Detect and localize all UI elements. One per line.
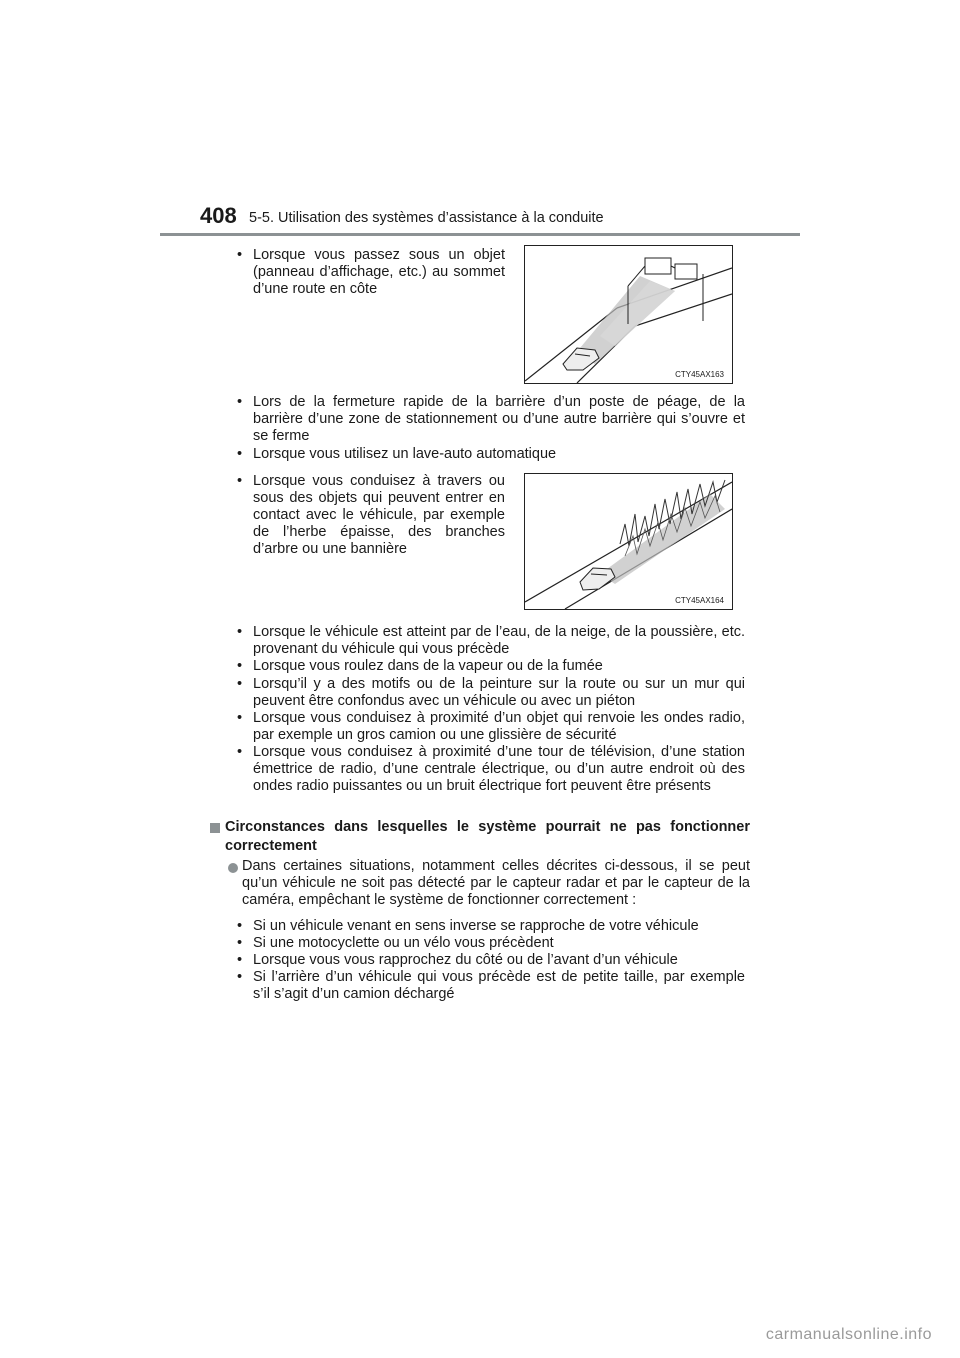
bullet-item: • Si l’arrière d’un véhicule qui vous précède est de petite taille, par exemple s’il s’agit d’un camion déchargé — [237, 969, 745, 1002]
header-rule — [160, 233, 800, 236]
bullet-item: • Si une motocyclette ou un vélo vous précèdent — [237, 935, 554, 951]
bullet-item: • Lorsque le véhicule est atteint par de l’eau, de la neige, de la poussière, etc. provenant du véhicule qui vous précède — [237, 624, 745, 657]
section-heading: Circonstances dans lesquelles le système pourrait ne pas fonctionner correctement — [225, 819, 750, 854]
bullet-item: • Lorsque vous conduisez à travers ou sous des objets qui peuvent entrer en contact avec le véhicule, par exemple de l’herbe épaisse, des branches d’arbre ou une bannière — [237, 473, 505, 557]
bullet-item: • Si un véhicule venant en sens inverse se rapproche de votre véhicule — [237, 918, 699, 934]
bullet-item: • Lorsque vous passez sous un objet (panneau d’affichage, etc.) au sommet d’une route en côte — [237, 247, 505, 297]
figure-overhead-sign — [524, 245, 733, 384]
paragraph-circle-icon — [228, 863, 238, 873]
figure-label: CTY45AX163 — [675, 370, 724, 379]
bullet-item: • Lorsque vous roulez dans de la vapeur ou de la fumée — [237, 658, 603, 674]
figure-label: CTY45AX164 — [675, 596, 724, 605]
page-number: 408 — [200, 203, 237, 228]
bullet-item: • Lorsque vous conduisez à proximité d’une tour de télévision, d’une station émettrice de radio, d’une centrale électrique, ou d’un autre endroit où des ondes radio puissantes ou un bruit électrique fort peuvent être présents — [237, 744, 745, 794]
bullet-item: • Lors de la fermeture rapide de la barrière d’un poste de péage, de la barrière d’une zone de stationnement ou d’une autre barrière qui s’ouvre et se ferme — [237, 394, 745, 444]
bullet-item: • Lorsque vous utilisez un lave-auto automatique — [237, 446, 557, 462]
bullet-item: • Lorsque vous vous rapprochez du côté ou de l’avant d’un véhicule — [237, 952, 678, 968]
section-title: 5-5. Utilisation des systèmes d’assistance à la conduite — [249, 210, 604, 226]
section-square-icon — [210, 823, 220, 833]
grass-illustration — [525, 474, 732, 609]
figure-grass-branches — [524, 473, 733, 610]
watermark: carmanualsonline.info — [765, 1326, 932, 1343]
bullet-item: • Lorsqu’il y a des motifs ou de la peinture sur la route ou sur un mur qui peuvent être confondus avec un véhicule ou avec un piéton — [237, 676, 745, 709]
bullet-item: • Lorsque vous conduisez à proximité d’un objet qui renvoie les ondes radio, par exemple un gros camion ou une glissière de sécurité — [237, 710, 745, 743]
intro-paragraph: Dans certaines situations, notamment celles décrites ci-dessous, il se peut qu’un véhicule ne soit pas détecté par le capteur radar et par le capteur de la caméra, empêchant le système de fonctionner correctement : — [242, 858, 750, 908]
overhead-sign-illustration — [525, 246, 732, 383]
